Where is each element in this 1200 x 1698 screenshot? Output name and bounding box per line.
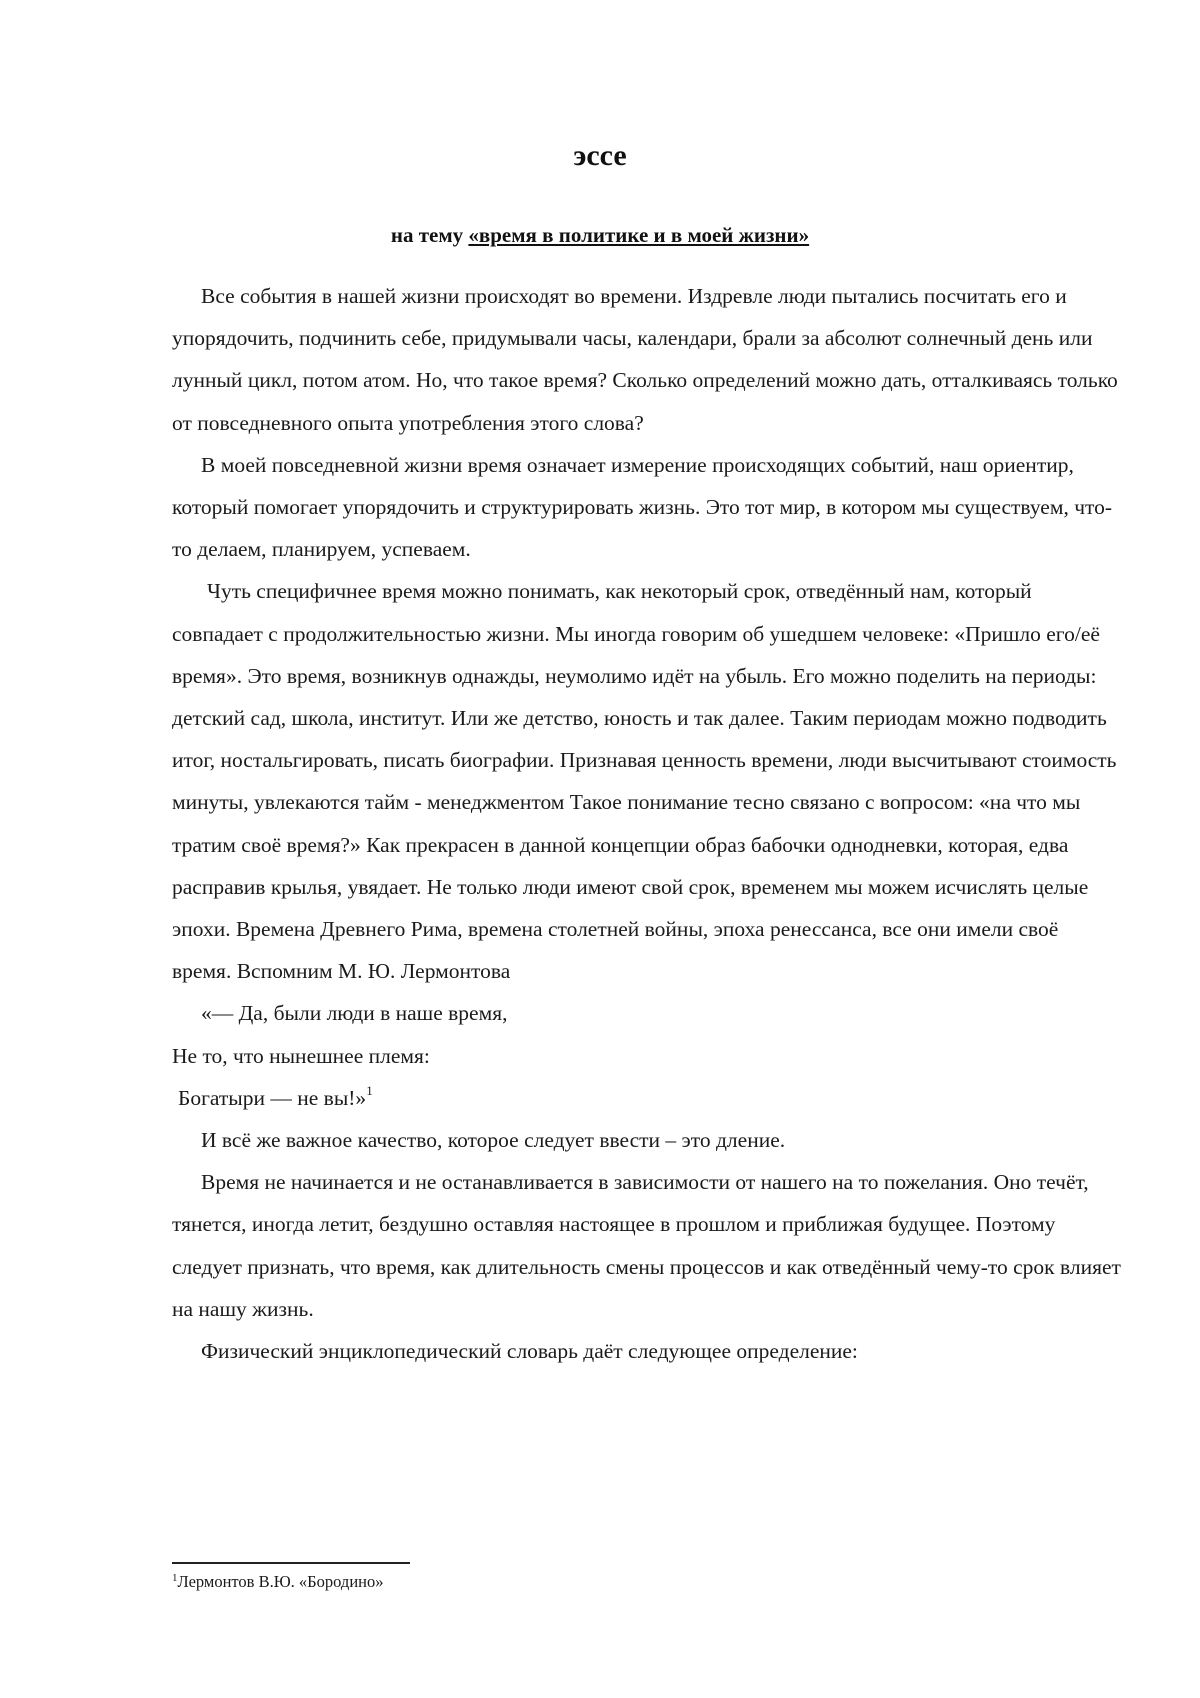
subtitle-prefix: на тему <box>390 223 469 247</box>
paragraph-4: И всё же важное качество, которое следует ввести – это дление. <box>201 1128 786 1153</box>
footnote-text: Лермонтов В.Ю. «Бородино» <box>177 1572 384 1591</box>
verse-line-3-text: Богатыри — не вы!» <box>178 1085 367 1110</box>
essay-subtitle <box>0 220 1200 250</box>
essay-title: эссе <box>573 139 627 172</box>
verse-line-3 <box>172 1077 1122 1119</box>
paragraph-5: Время не начинается и не останавливается в зависимости от нашего на то пожелания. Оно течёт, тянется, иногда летит, бездушно оставляя настоящее в прошлом и приближая будущее. Поэтому следует признать, что время, как длительность смены процессов и как отведённый чему-то срок влияет на нашу жизнь. <box>172 1170 1121 1321</box>
subtitle-topic: «время в политике и в моей жизни» <box>468 223 810 247</box>
verse-line-2: Не то, что нынешнее племя: <box>172 1043 430 1068</box>
paragraph-6: Физический энциклопедический словарь даёт следующее определение: <box>201 1339 858 1364</box>
footnote-number: 1 <box>172 1572 178 1584</box>
paragraph-2: В моей повседневной жизни время означает измерение происходящих событий, наш ориентир, который помогает упорядочить и структурировать жизнь. Это тот мир, в котором мы существуем, что-то делаем, планируем, успеваем. <box>172 452 1113 562</box>
paragraph-3: Чуть специфичнее время можно понимать, как некоторый срок, отведённый нам, который совпадает с продолжительностью жизни. Мы иногда говорим об ушедшем человеке: «Пришло его/её время». Это время, возникнув однажды, неумолимо идёт на убыль. Его можно поделить на периоды: детский сад, школа, институт. Или же детство, юность и так далее. Таким периодам можно подводить итог, ностальгировать, писать биографии. Признавая ценность времени, люди высчитывают стоимость минуты, увлекаются тайм - менеджментом Такое понимание тесно связано с вопросом: «на что мы тратим своё время?» Как прекрасен в данной концепции образ бабочки однодневки, которая, едва расправив крылья, увядает. Не только люди имеют свой срок, временем мы можем исчислять целые эпохи. Времена Древнего Рима, времена столетней войны, эпоха ренессанса, все они имели своё время. Вспомним М. Ю. Лермонтова <box>172 579 1117 984</box>
paragraph-1: Все события в нашей жизни происходят во времени. Издревле люди пытались посчитать его и упорядочить, подчинить себе, придумывали часы, календари, брали за абсолют солнечный день или лунный цикл, потом атом. Но, что такое время? Сколько определений можно дать, отталкиваясь только от повседневного опыта употребления этого слова? <box>172 284 1118 435</box>
verse-line-1: «— Да, были люди в наше время, <box>201 1001 508 1026</box>
footnote <box>172 1570 383 1594</box>
footnote-separator <box>172 1562 410 1564</box>
essay-body <box>172 275 1122 1372</box>
footnote-reference[interactable]: 1 <box>366 1082 373 1098</box>
